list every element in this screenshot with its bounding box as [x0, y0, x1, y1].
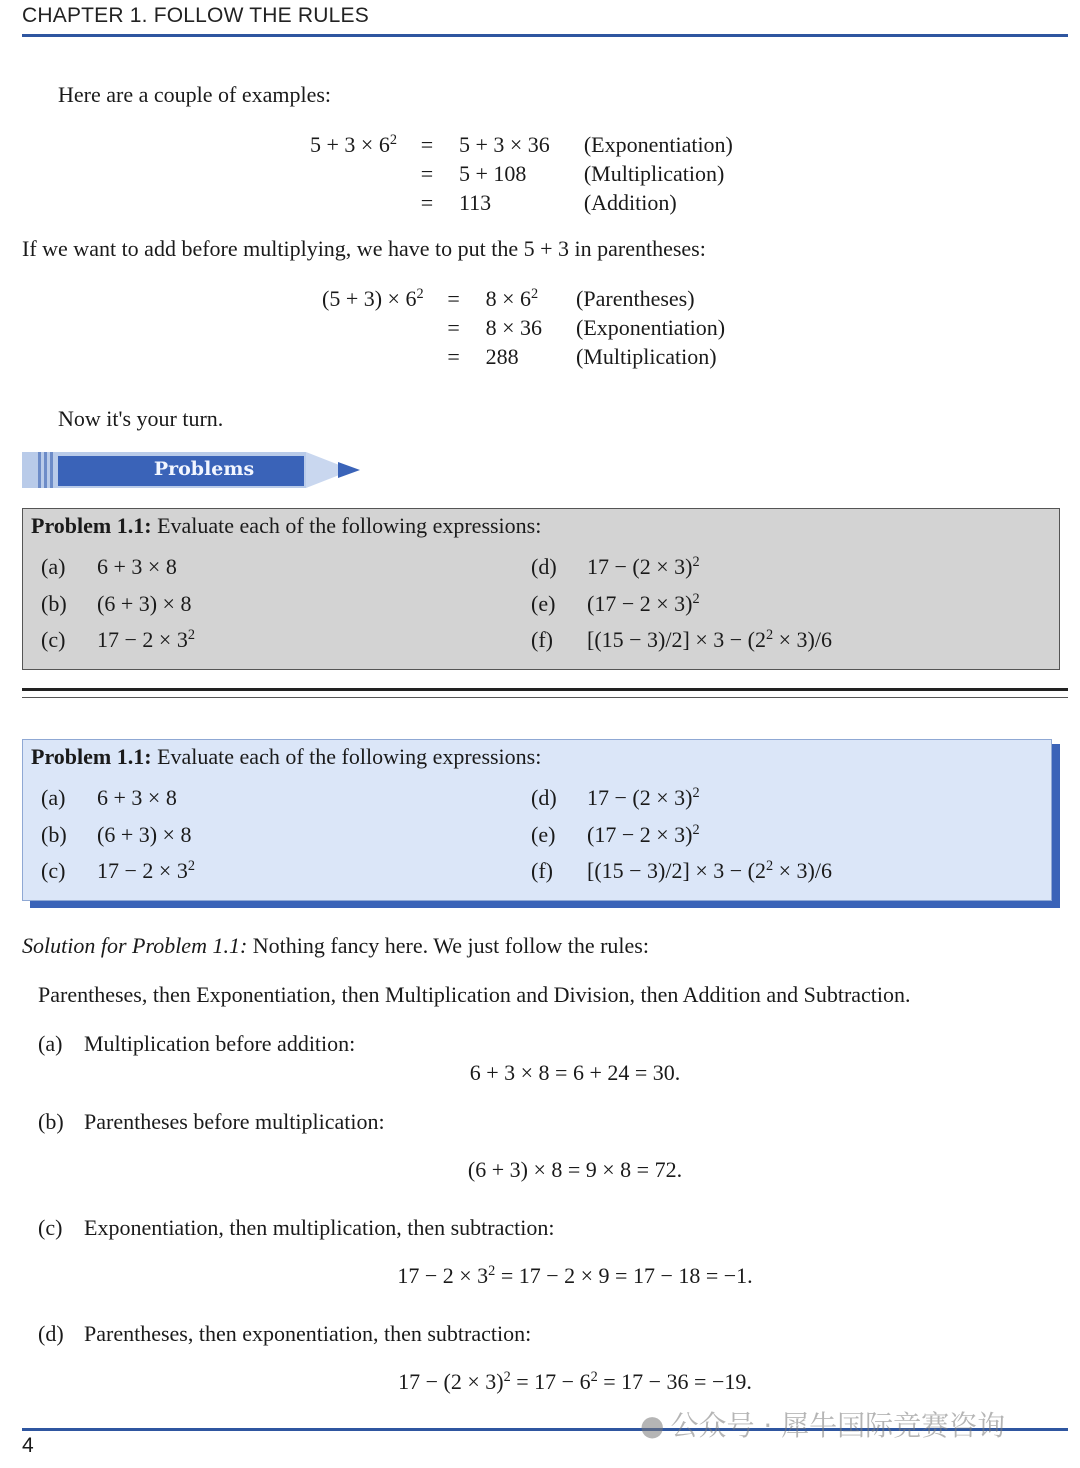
- equation-exponent: 2: [590, 1369, 598, 1386]
- item-exponent: 2: [692, 785, 700, 802]
- equation-exponent: 2: [503, 1369, 511, 1386]
- item-label: (d): [531, 554, 557, 579]
- item-expression: 17 − (2 × 3): [587, 554, 693, 579]
- your-turn-text: Now it's your turn.: [58, 406, 224, 431]
- problem-item: [41, 591, 191, 617]
- example-1-rhs: 5 + 108: [458, 160, 527, 186]
- part-label: (a): [38, 1031, 63, 1056]
- example-2-rhs: 288: [485, 343, 519, 369]
- example-1-note: (Multiplication): [583, 160, 725, 186]
- equals-sign: =: [420, 131, 434, 157]
- item-exponent: 2: [692, 554, 700, 571]
- item-label: (e): [531, 591, 556, 616]
- problem-item: [531, 822, 700, 848]
- item-expression: 6 + 3 × 8: [97, 554, 177, 579]
- equals-sign: =: [447, 314, 460, 340]
- example-2-row: [322, 342, 725, 371]
- problem-title: [31, 744, 541, 770]
- item-expression: (6 + 3) × 8: [97, 591, 192, 616]
- item-label: (f): [531, 627, 553, 652]
- item-label: (c): [41, 627, 66, 652]
- example-2-lhs: (5 + 3) × 6: [322, 285, 417, 311]
- problem-item: [41, 822, 191, 848]
- example-1-note: (Exponentiation): [583, 131, 733, 157]
- problem-prompt: Evaluate each of the following expressions:: [151, 744, 542, 769]
- part-label: (c): [38, 1215, 63, 1240]
- problem-item: [531, 554, 700, 580]
- solution-intro: Nothing fancy here. We just follow the rules:: [247, 933, 649, 958]
- item-expression: [(15 − 3)/2] × 3 − (2: [587, 858, 766, 883]
- example-2-lhs-exponent: 2: [416, 285, 424, 302]
- item-label: (a): [41, 785, 66, 810]
- problem-box-gray: [22, 508, 1060, 670]
- item-expression: [(15 − 3)/2] × 3 − (2: [587, 627, 766, 652]
- solution-equation: (6 + 3) × 8 = 9 × 8 = 72.: [467, 1157, 683, 1182]
- item-label: (b): [41, 591, 67, 616]
- item-exponent: 2: [765, 627, 774, 644]
- part-text: Exponentiation, then multiplication, then subtraction:: [84, 1215, 555, 1240]
- item-expression: 17 − (2 × 3): [587, 785, 693, 810]
- problem-item: [41, 627, 195, 653]
- example-2-rhs: 8 × 36: [485, 314, 543, 340]
- example-1-row: [310, 188, 733, 217]
- item-exponent: 2: [187, 858, 195, 875]
- example-2-equations: [322, 284, 725, 371]
- solution-part: [38, 1215, 554, 1241]
- equals-sign: =: [447, 343, 460, 369]
- example-2-rhs: 8 × 6: [485, 285, 532, 311]
- rules-statement: Parentheses, then Exponentiation, then Multiplication and Division, then Addition and Subtraction.: [38, 982, 911, 1007]
- equation-rest: = 17 − 36 = −19.: [597, 1369, 752, 1394]
- equation-exponent: 2: [488, 1263, 496, 1280]
- item-exponent: 2: [692, 591, 700, 608]
- item-label: (a): [41, 554, 66, 579]
- item-expression-tail: × 3)/6: [773, 627, 832, 652]
- item-expression-tail: × 3)/6: [773, 858, 832, 883]
- item-exponent: 2: [765, 858, 774, 875]
- equation-start: 17 − 2 × 3: [397, 1263, 489, 1288]
- problems-banner: [22, 450, 362, 490]
- problem-item: [531, 858, 832, 884]
- example-1-row: [310, 130, 733, 159]
- problem-box-blue: [22, 739, 1052, 901]
- example-1-row: [310, 159, 733, 188]
- item-expression: 6 + 3 × 8: [97, 785, 177, 810]
- problem-item: [531, 785, 700, 811]
- item-label: (f): [531, 858, 553, 883]
- equation-rest: = 17 − 2 × 9 = 17 − 18 = −1.: [495, 1263, 753, 1288]
- example-1-equations: [310, 130, 733, 217]
- watermark: [640, 1404, 1005, 1444]
- part-label: (b): [38, 1109, 64, 1134]
- problem-item: [41, 858, 195, 884]
- item-label: (b): [41, 822, 67, 847]
- part-text: Parentheses, then exponentiation, then subtraction:: [84, 1321, 532, 1346]
- equation-start: 17 − (2 × 3): [398, 1369, 504, 1394]
- item-expression: (17 − 2 × 3): [587, 822, 693, 847]
- problems-banner-label: Problems: [153, 458, 255, 480]
- item-label: (e): [531, 822, 556, 847]
- solution-part: [38, 1321, 531, 1347]
- solution-part: [38, 1031, 355, 1057]
- intro-text: Here are a couple of examples:: [58, 82, 332, 107]
- part-label: (d): [38, 1321, 64, 1346]
- solution-part: [38, 1109, 385, 1135]
- section-divider: [22, 688, 1068, 691]
- example-1-lhs-exponent: 2: [389, 131, 397, 148]
- problem-number: Problem 1.1:: [31, 744, 152, 769]
- solution-label: Solution for Problem 1.1:: [22, 933, 248, 958]
- problem-item: [41, 785, 177, 811]
- item-expression: (17 − 2 × 3): [587, 591, 693, 616]
- part-text: Parentheses before multiplication:: [84, 1109, 385, 1134]
- solution-equation: [0, 1369, 1080, 1395]
- equals-sign: =: [420, 160, 434, 186]
- solution-equation: [0, 1263, 1080, 1289]
- item-expression: 17 − 2 × 3: [97, 858, 188, 883]
- example-2-row: [322, 284, 725, 313]
- example-2-note: (Parentheses): [576, 285, 695, 311]
- watermark-text: 公众号 · 犀牛国际竞赛咨询: [670, 1409, 1006, 1442]
- part-text: Multiplication before addition:: [84, 1031, 356, 1056]
- item-expression: 17 − 2 × 3: [97, 627, 188, 652]
- problem-item: [531, 591, 700, 617]
- equals-sign: =: [420, 189, 434, 215]
- example-2-row: [322, 313, 725, 342]
- equals-sign: =: [447, 285, 460, 311]
- parentheses-bridge-text: If we want to add before multiplying, we have to put the 5 + 3 in parentheses:: [22, 236, 706, 261]
- example-2-note: (Exponentiation): [576, 314, 726, 340]
- item-exponent: 2: [187, 627, 195, 644]
- solution-heading: [22, 933, 649, 959]
- example-2-rhs-exponent: 2: [531, 285, 539, 302]
- running-head: CHAPTER 1. FOLLOW THE RULES: [22, 4, 369, 27]
- example-1-lhs: 5 + 3 × 6: [310, 131, 390, 157]
- item-label: (d): [531, 785, 557, 810]
- page-number: 4: [22, 1434, 34, 1457]
- header-rule: [22, 34, 1068, 37]
- problem-title: [31, 513, 541, 539]
- example-1-rhs: 5 + 3 × 36: [458, 131, 550, 157]
- problem-item: [41, 554, 177, 580]
- example-1-note: (Addition): [583, 189, 677, 215]
- wechat-icon: ●: [640, 1409, 665, 1442]
- problem-item: [531, 627, 832, 653]
- equation-middle: = 17 − 6: [510, 1369, 591, 1394]
- item-exponent: 2: [692, 822, 700, 839]
- section-divider-thin: [22, 697, 1068, 698]
- example-1-rhs: 113: [458, 189, 492, 215]
- item-expression: (6 + 3) × 8: [97, 822, 192, 847]
- problem-number: Problem 1.1:: [31, 513, 152, 538]
- example-2-note: (Multiplication): [576, 343, 717, 369]
- problem-prompt: Evaluate each of the following expressions:: [151, 513, 542, 538]
- solution-equation: 6 + 3 × 8 = 6 + 24 = 30.: [469, 1060, 681, 1085]
- item-label: (c): [41, 858, 66, 883]
